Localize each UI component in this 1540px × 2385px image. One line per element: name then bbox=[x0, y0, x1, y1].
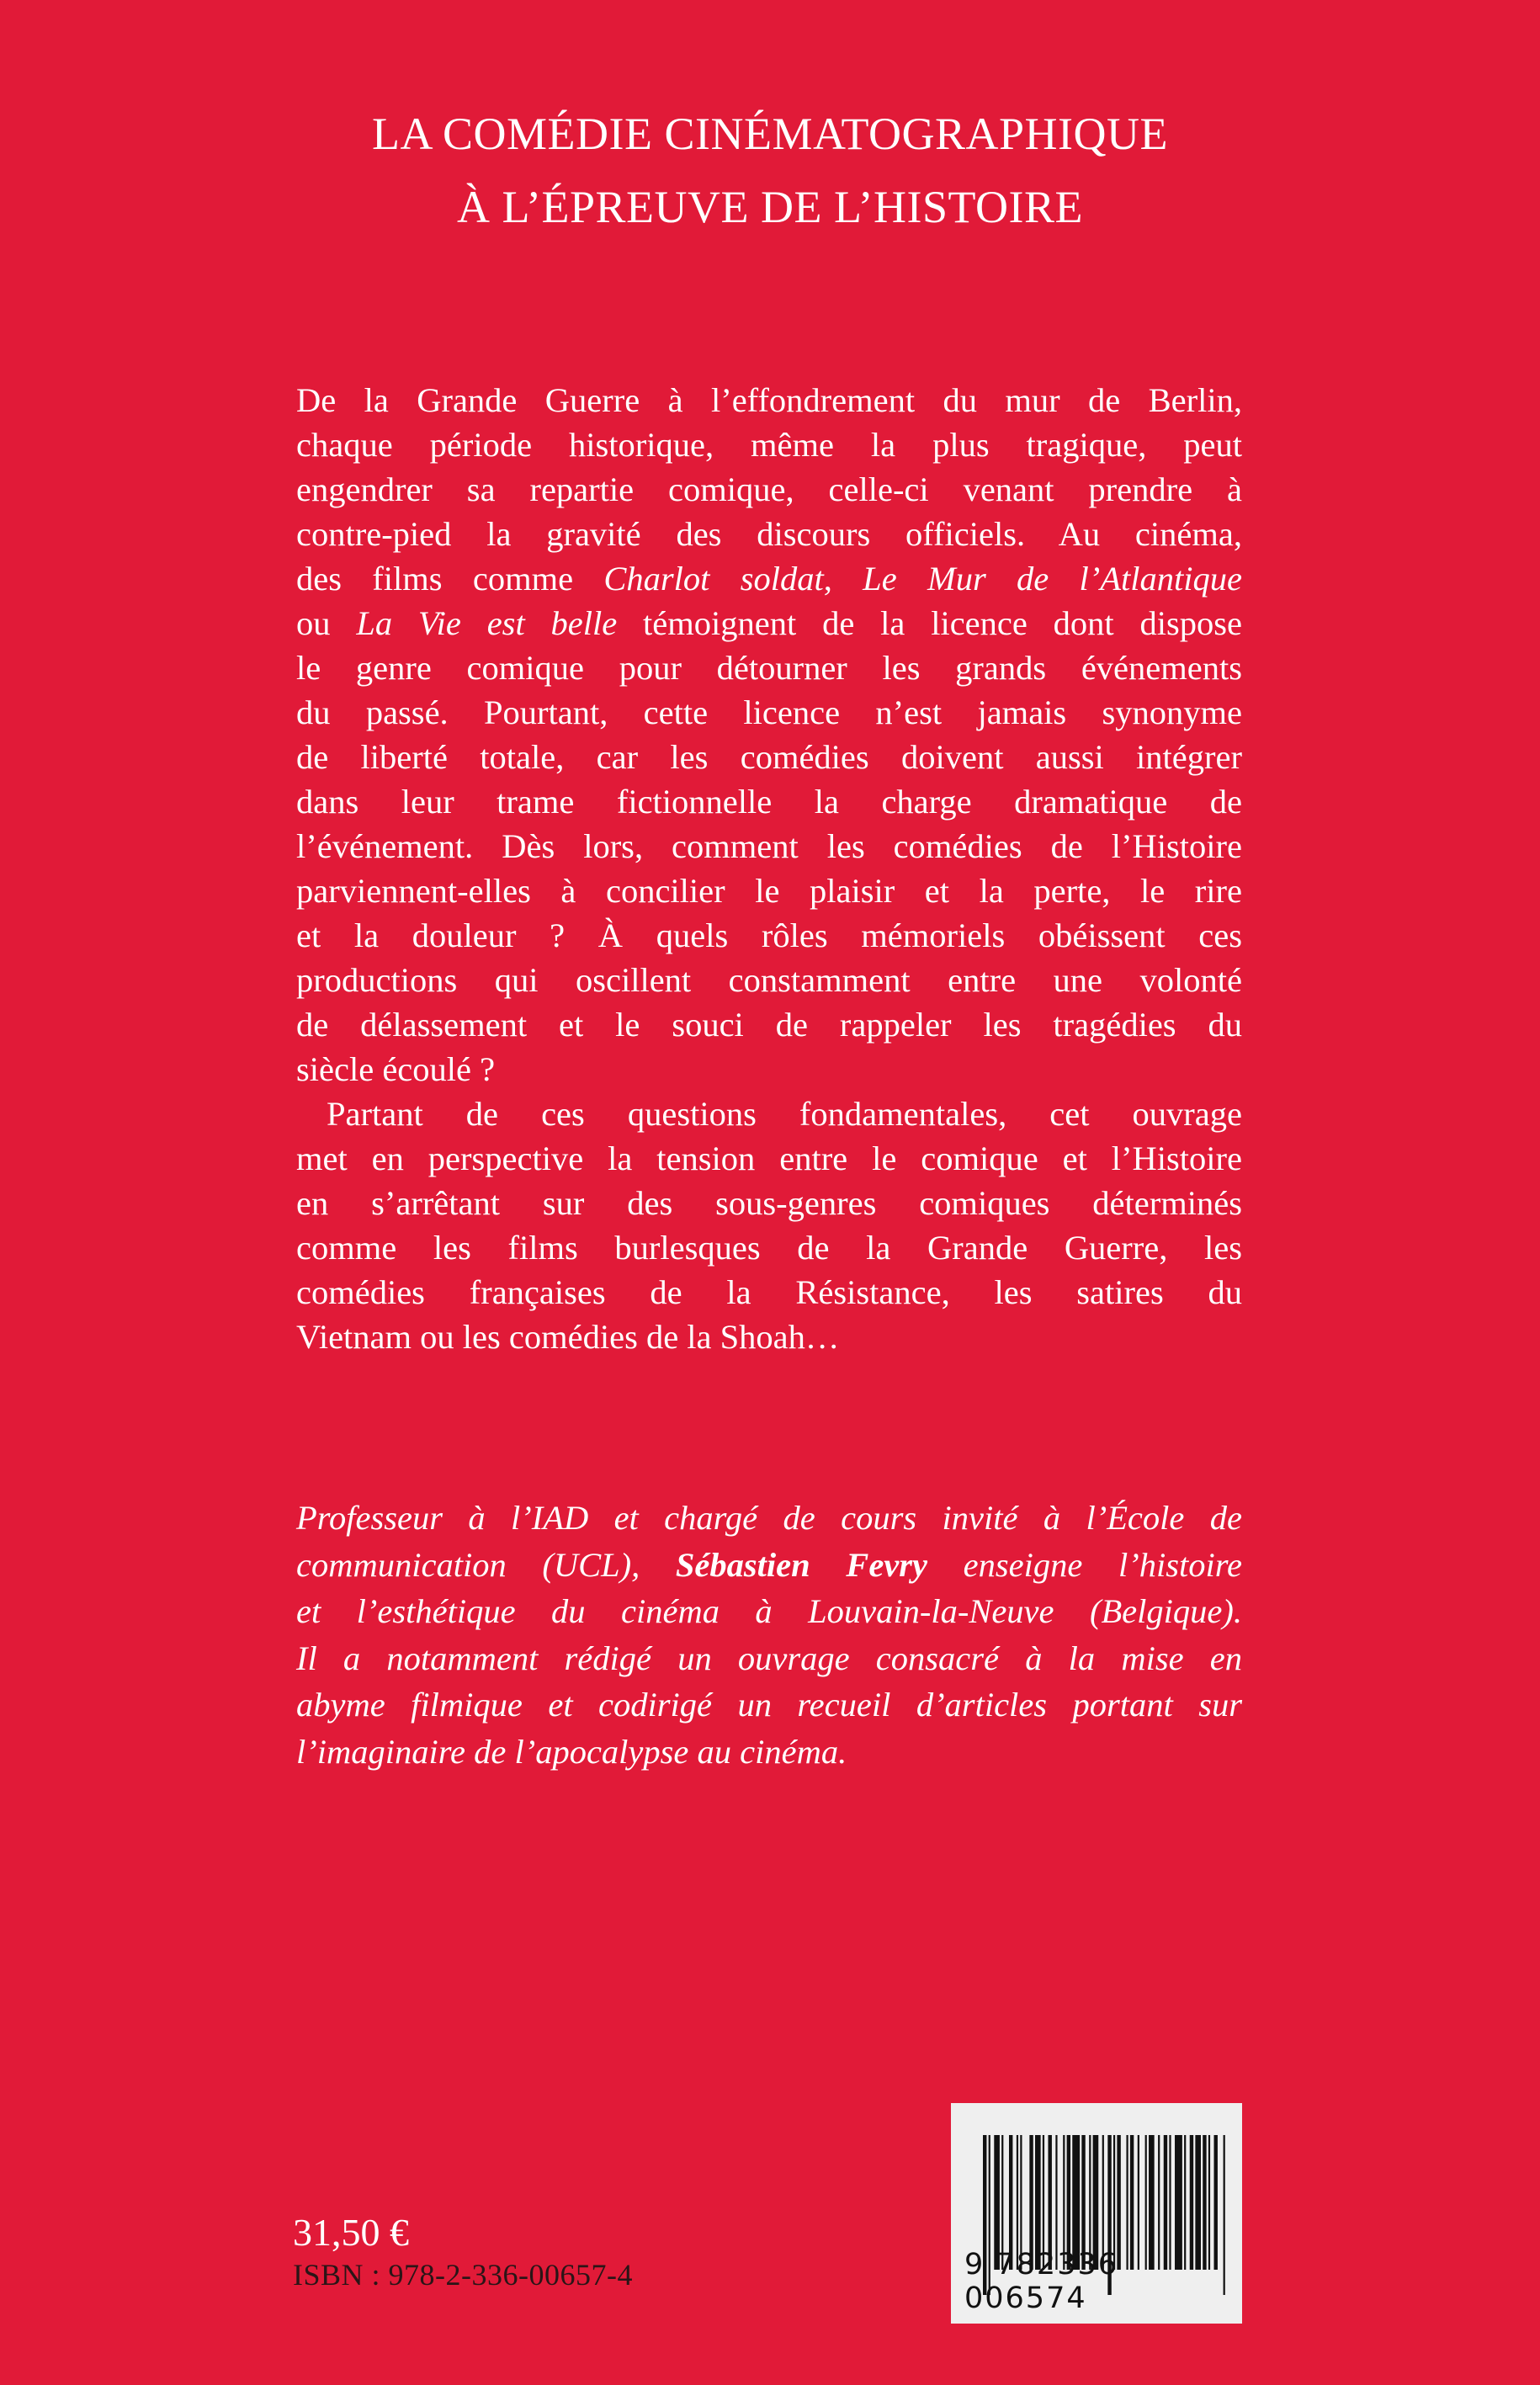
text-line bbox=[296, 735, 1242, 779]
text-segment: contre-pied la gravité des discours officiels. Au cinéma, bbox=[296, 515, 1242, 553]
text-segment: abyme filmique et codirigé un recueil d’articles portant sur bbox=[296, 1686, 1242, 1724]
text-segment: l’événement. Dès lors, comment les comédies de l’Histoire bbox=[296, 827, 1242, 865]
text-segment: productions qui oscillent constamment entre une volonté bbox=[296, 961, 1242, 999]
text-segment: dans leur trame fictionnelle la charge dramatique de bbox=[296, 783, 1242, 821]
text-segment: communication (UCL), bbox=[296, 1545, 676, 1584]
text-segment: engendrer sa repartie comique, celle-ci venant prendre à bbox=[296, 470, 1242, 508]
film-title: Charlot soldat bbox=[603, 560, 824, 598]
text-line bbox=[296, 1681, 1242, 1729]
text-line bbox=[296, 1495, 1242, 1542]
text-segment: Il a notamment rédigé un ouvrage consacré à la mise en bbox=[296, 1639, 1242, 1677]
text-segment: le genre comique pour détourner les grands événements bbox=[296, 649, 1242, 687]
text-line bbox=[296, 1047, 1242, 1092]
text-line bbox=[296, 1588, 1242, 1635]
text-line bbox=[296, 422, 1242, 467]
text-segment: Vietnam ou les comédies de la Shoah… bbox=[296, 1318, 840, 1356]
text-segment: et l’esthétique du cinéma à Louvain-la-Neuve (Belgique). bbox=[296, 1592, 1242, 1630]
text-segment: témoignent de la licence dont dispose bbox=[617, 604, 1242, 642]
text-segment: parviennent-elles à concilier le plaisir et la perte, le rire bbox=[296, 872, 1242, 910]
text-line bbox=[296, 1315, 1242, 1359]
text-segment: l’imaginaire de l’apocalypse au cinéma. bbox=[296, 1732, 847, 1771]
isbn: ISBN : 978-2-336-00657-4 bbox=[293, 2258, 633, 2292]
text-line bbox=[296, 601, 1242, 645]
text-segment: Professeur à l’IAD et chargé de cours invité à l’École de bbox=[296, 1499, 1242, 1537]
text-segment: de délassement et le souci de rappeler les tragédies du bbox=[296, 1006, 1242, 1044]
author-name: Sébastien Fevry bbox=[675, 1545, 928, 1584]
price: 31,50 € bbox=[293, 2211, 409, 2254]
film-title: La Vie est belle bbox=[356, 604, 618, 642]
barcode-digits: 9 782336 006574 bbox=[964, 2248, 1119, 2315]
text-line bbox=[296, 958, 1242, 1002]
text-segment: met en perspective la tension entre le comique et l’Histoire bbox=[296, 1139, 1242, 1177]
text-segment: comme les films burlesques de la Grande Guerre, les bbox=[296, 1229, 1242, 1267]
book-title-line-2: À L’ÉPREUVE DE L’HISTOIRE bbox=[456, 182, 1083, 232]
text-segment: comédies françaises de la Résistance, les satires du bbox=[296, 1273, 1242, 1311]
text-line bbox=[296, 512, 1242, 556]
text-line bbox=[296, 467, 1242, 512]
text-segment: chaque période historique, même la plus tragique, peut bbox=[296, 426, 1242, 464]
text-segment: en s’arrêtant sur des sous-genres comiques déterminés bbox=[296, 1184, 1242, 1222]
text-line bbox=[296, 1136, 1242, 1181]
text-line bbox=[296, 645, 1242, 690]
text-line bbox=[296, 824, 1242, 868]
text-line bbox=[296, 779, 1242, 824]
text-line bbox=[296, 1225, 1242, 1270]
back-cover-summary bbox=[296, 378, 1242, 1359]
text-line bbox=[296, 1092, 1242, 1136]
text-segment: du passé. Pourtant, cette licence n’est jamais synonyme bbox=[296, 693, 1242, 731]
text-line bbox=[296, 1002, 1242, 1047]
author-biography bbox=[296, 1495, 1242, 1775]
text-line bbox=[296, 1635, 1242, 1682]
text-segment: et la douleur ? À quels rôles mémoriels obéissent ces bbox=[296, 916, 1242, 954]
text-line bbox=[296, 690, 1242, 735]
text-line bbox=[296, 1181, 1242, 1225]
text-segment: De la Grande Guerre à l’effondrement du mur de Berlin, bbox=[296, 381, 1242, 419]
text-line bbox=[296, 1270, 1242, 1315]
text-line bbox=[296, 913, 1242, 958]
text-segment: enseigne l’histoire bbox=[927, 1545, 1242, 1584]
text-line bbox=[296, 868, 1242, 913]
text-segment: , bbox=[823, 560, 863, 598]
text-line bbox=[296, 556, 1242, 601]
text-line bbox=[296, 1729, 1242, 1776]
barcode bbox=[951, 2103, 1242, 2324]
text-segment: Partant de ces questions fondamentales, cet ouvrage bbox=[327, 1095, 1242, 1133]
film-title: Le Mur de l’Atlantique bbox=[863, 560, 1243, 598]
text-line bbox=[296, 1542, 1242, 1589]
book-title-line-1: LA COMÉDIE CINÉMATOGRAPHIQUE bbox=[371, 109, 1168, 159]
text-segment: de liberté totale, car les comédies doivent aussi intégrer bbox=[296, 738, 1242, 776]
text-segment: ou bbox=[296, 604, 357, 642]
text-segment: siècle écoulé ? bbox=[296, 1050, 496, 1088]
text-segment: des films comme bbox=[296, 560, 604, 598]
text-line bbox=[296, 378, 1242, 422]
